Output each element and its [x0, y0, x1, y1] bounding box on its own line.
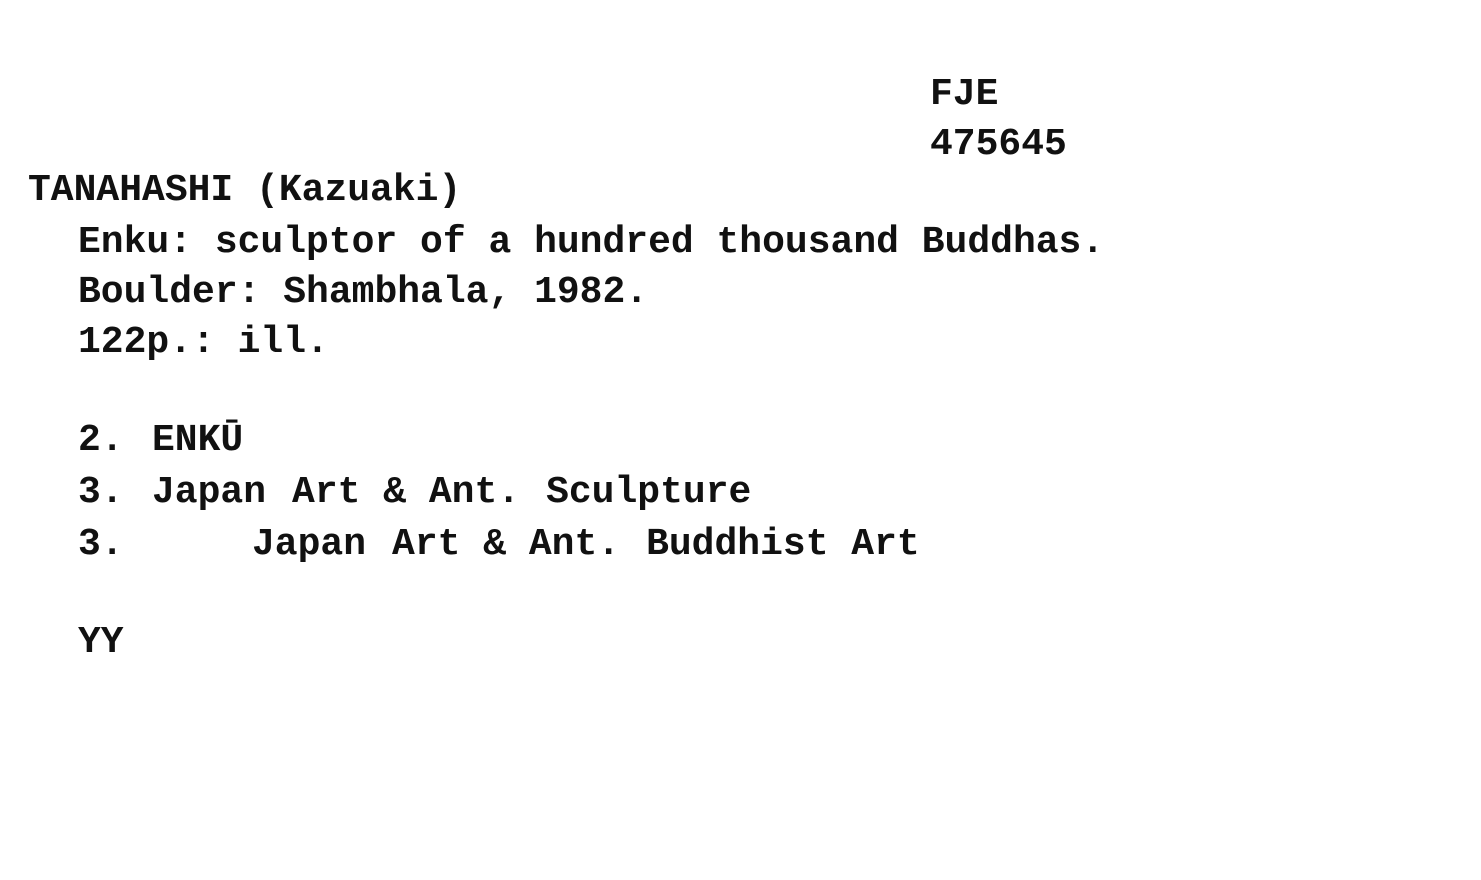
- author-heading: TANAHASHI (Kazuaki): [28, 169, 462, 212]
- cataloguer-initials: YY: [78, 621, 124, 664]
- call-number-code: FJE: [930, 73, 999, 116]
- subject-number: 3.: [78, 523, 124, 566]
- subject-term: Japan: [152, 471, 267, 514]
- subject-number: 2.: [78, 419, 124, 462]
- subject-term: Buddhist Art: [646, 523, 920, 566]
- call-number: 475645: [930, 123, 1067, 166]
- subject-heading: [78, 419, 244, 462]
- subject-term: ENKŪ: [152, 419, 244, 462]
- title-statement: Enku: sculptor of a hundred thousand Buddhas.: [78, 221, 1105, 264]
- subject-term: Sculpture: [546, 471, 752, 514]
- subject-term: Art & Ant.: [292, 471, 521, 514]
- subject-term: Japan: [252, 523, 367, 566]
- subject-heading: [78, 523, 920, 566]
- subject-heading: [78, 471, 752, 514]
- collation: 122p.: ill.: [78, 321, 329, 364]
- imprint: Boulder: Shambhala, 1982.: [78, 271, 649, 314]
- subject-term: Art & Ant.: [392, 523, 621, 566]
- subject-number: 3.: [78, 471, 124, 514]
